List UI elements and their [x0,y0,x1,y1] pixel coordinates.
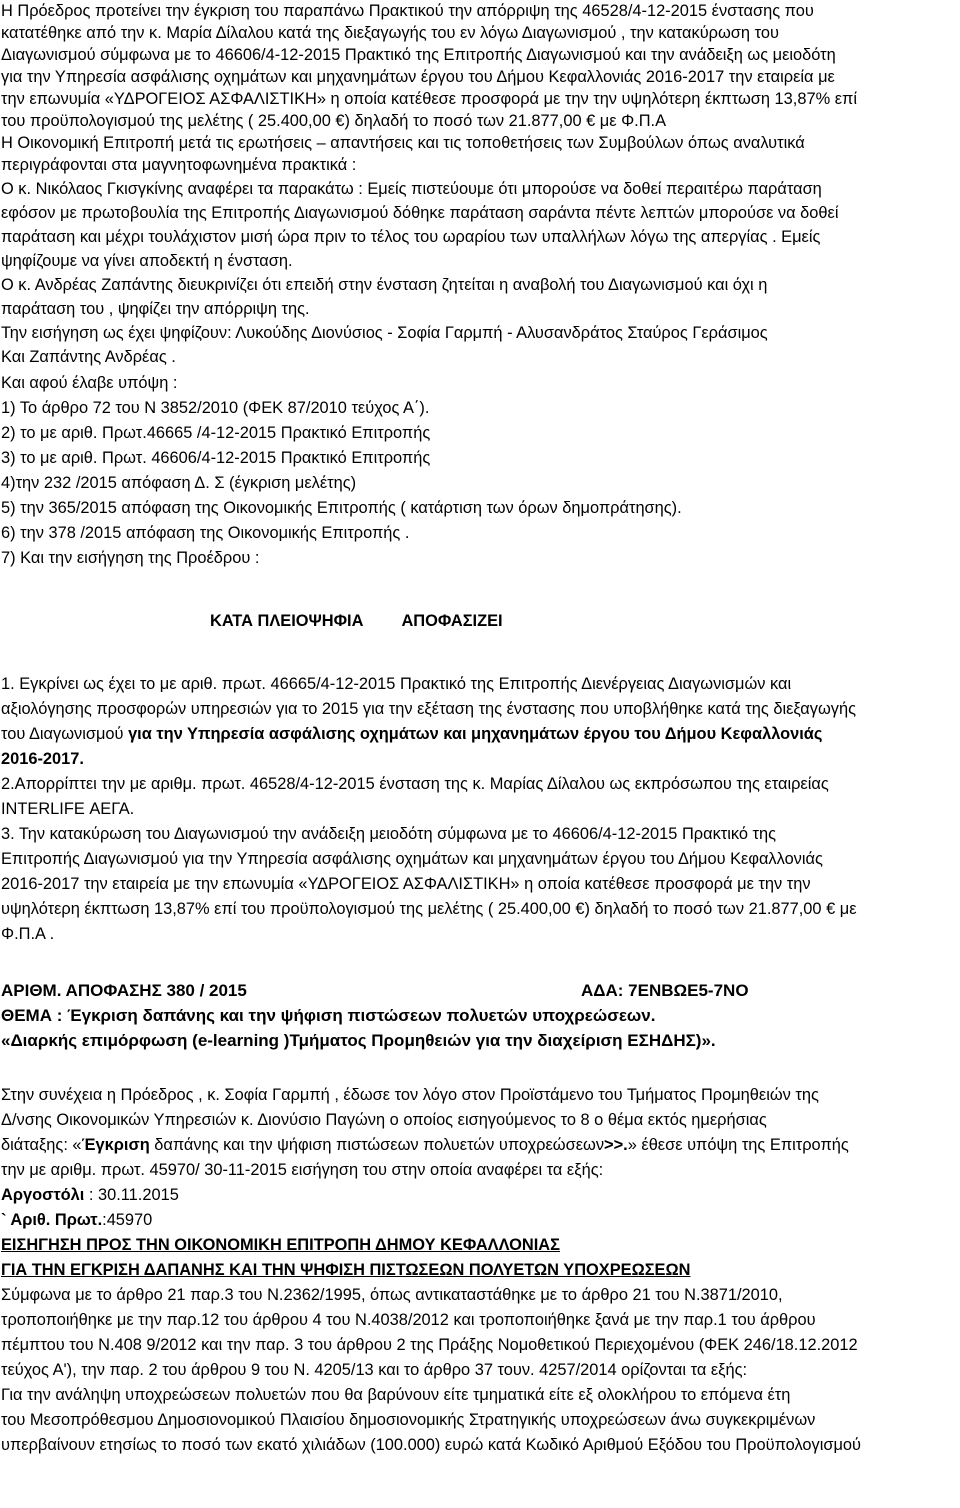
text-line: πέμπτου του Ν.408 9/2012 και την παρ. 3 του άρθρου 2 της Πράξης Νομοθετικού Περιεχομένου (ΦΕΚ 246/18.12.2012 [1,1336,858,1354]
place-date [1,1184,179,1206]
decision-line: αξιολόγησης προσφορών υπηρεσιών για το 2015 για την εξέταση της ένστασης που υποβλήθηκε κατά της διεξαγωγής [1,700,856,718]
text-line: την επωνυμία «ΥΔΡΟΓΕΙΟΣ ΑΣΦΑΛΙΣΤΙΚΗ» η οποία κατέθεσε προσφορά με την την υψηλότερη έκπτωση 13,87% επί [1,90,857,108]
list-item: 5) την 365/2015 απόφαση της Οικονομικής Επιτροπής ( κατάρτιση των όρων δημοπράτησης). [1,499,682,517]
decision-line: Επιτροπής Διαγωνισμού για την Υπηρεσία ασφάλισης οχημάτων και μηχανημάτων έργου του Δήμου Κεφαλλονιάς [1,850,823,868]
decision-line: 1. Εγκρίνει ως έχει το με αριθ. πρωτ. 46665/4-12-2015 Πρακτικό της Επιτροπής Διενέργειας Διαγωνισμών και [1,675,792,693]
text-line: Για την ανάληψη υποχρεώσεων πολυετών που θα βαρύνουν είτε τμηματικά είτε εξ ολοκλήρου το επόμενα έτη [1,1386,791,1404]
text-segment: δαπάνης και την ψήφιση πιστώσεων πολυετών υποχρεώσεων [149,1136,605,1154]
proposal-heading: ΕΙΣΗΓΗΣΗ ΠΡΟΣ ΤΗΝ ΟΙΚΟΝΟΜΙΚΗ ΕΠΙΤΡΟΠΗ ΔΗΜΟΥ ΚΕΦΑΛΛΟΝΙΑΣ [1,1236,560,1254]
text-line: Και αφού έλαβε υπόψη : [1,374,178,392]
text-line: τεύχος Α'), την παρ. 2 του άρθρου 9 του Ν. 4205/13 και το άρθρο 37 τουν. 4257/2014 ορίζονται τα εξής: [1,1361,748,1379]
list-item: 4)την 232 /2015 απόφαση Δ. Σ (έγκριση μελέτης) [1,474,357,492]
decision-line: 2.Απορρίπτει την με αριθμ. πρωτ. 46528/4-12-2015 ένσταση της κ. Μαρίας Δίλαλου ως εκπρόσωπου της εταιρείας [1,775,829,793]
decision-text: του Διαγωνισμού [1,725,129,743]
text-segment: διάταξης: « [1,1136,82,1154]
proposal-subheading: ΓΙΑ ΤΗΝ ΕΓΚΡΙΣΗ ΔΑΠΑΝΗΣ ΚΑΙ ΤΗΝ ΨΗΦΙΣΗ ΠΙΣΤΩΣΕΩΝ ΠΟΛΥΕΤΩΝ ΥΠΟΧΡΕΩΣΕΩΝ [1,1261,691,1279]
decision-line: 3. Την κατακύρωση του Διαγωνισμού την ανάδειξη μειοδότη σύμφωνα με το 46606/4-12-2015 Πρακτικό της [1,825,777,843]
text-line: την με αριθμ. πρωτ. 45970/ 30-11-2015 εισήγηση του στην οποία αναφέρει τα εξής: [1,1161,604,1179]
bold-segment: >>. [604,1136,628,1154]
text-line: του Μεσοπρόθεσμου Δημοσιονομικού Πλαισίου δημοσιονομικής Στρατηγικής υποχρεώσεων άνω συγκεκριμένων [1,1411,816,1429]
text-line: Την εισήγηση ως έχει ψηφίζουν: Λυκούδης Διονύσιος - Σοφία Γαρμπή - Αλυσανδράτος Σταύρος Γεράσιμος [1,324,768,342]
decision-number [1,980,749,1002]
text-line: τροποποιήθηκε με την παρ.12 του άρθρου 4 του Ν.4038/2012 και τροποποιήθηκε ξανά με την παρ.1 του άρθρου [1,1311,816,1329]
protocol-value: :45970 [102,1211,153,1229]
place-label: Αργοστόλι [1,1186,85,1204]
ada-code: ΑΔΑ: 7ΕΝΒΩΕ5-7ΝΟ [581,981,749,1000]
decision-line: Φ.Π.Α . [1,925,55,943]
text-segment: » έθεσε υπόψη της Επιτροπής [627,1136,849,1154]
text-line: Δ/νσης Οικονομικών Υπηρεσιών κ. Διονύσιο Παγώνη ο οποίος εισηγούμενος το 8 ο θέμα εκτός ημερήσιας [1,1111,767,1129]
decision-line: 2016-2017. [1,750,84,768]
text-line: Σύμφωνα με το άρθρο 21 παρ.3 του Ν.2362/1995, όπως αντικαταστάθηκε με το άρθρο 21 του Ν.3871/2010, [1,1286,783,1304]
list-item: 1) Το άρθρο 72 του Ν 3852/2010 (ΦΕΚ 87/2010 τεύχος Α΄). [1,399,430,417]
text-line: Και Ζαπάντης Ανδρέας . [1,348,176,366]
text-line: παράταση και μέχρι τουλάχιστον μισή ώρα πριν το τέλος του ωραρίου των υπαλλήλων λόγω της απεργίας . Εμείς [1,228,821,246]
text-line [1,1134,849,1156]
text-line: Ο κ. Νικόλαος Γκισγκίνης αναφέρει τα παρακάτω : Εμείς πιστεύουμε ότι μπορούσε να δοθεί περαιτέρω παράταση [1,180,822,198]
text-line: υπερβαίνουν ετησίως το ποσό των εκατό χιλιάδων (100.000) ευρώ κατά Κωδικό Αριθμού Εξόδου του Προϋπολογισμού [1,1436,861,1454]
list-item: 6) την 378 /2015 απόφαση της Οικονομικής Επιτροπής . [1,524,410,542]
text-line: εφόσον με πρωτοβουλία της Επιτροπής Διαγωνισμού δόθηκε παράταση σαράντα πέντε λεπτών μπορούσε να δοθεί [1,204,839,222]
decision-line: INTERLIFE ΑΕΓΑ. [1,800,135,818]
resolution-heading [210,610,503,632]
theme-subtitle: «Διαρκής επιμόρφωση (e-learning )Τμήματος Προμηθειών για την διαχείριση ΕΣΗΔΗΣ)». [1,1031,716,1050]
text-line: κατατέθηκε από την κ. Μαρία Δίλαλου κατά της διεξαγωγής του εν λόγω Διαγωνισμού , την κατακύρωση του [1,24,779,42]
text-line: του προϋπολογισμού της μελέτης ( 25.400,00 €) δηλαδή το ποσό των 21.877,00 € με Φ.Π.Α [1,112,667,130]
text-line: Στην συνέχεια η Πρόεδρος , κ. Σοφία Γαρμπή , έδωσε τον λόγο στον Προϊστάμενο του Τμήματος Προμηθειών της [1,1086,819,1104]
decision-line: 2016-2017 την εταιρεία με την επωνυμία «ΥΔΡΟΓΕΙΟΣ ΑΣΦΑΛΙΣΤΙΚΗ» η οποία κατέθεσε προσφορά με την την [1,875,811,893]
text-line: Ο κ. Ανδρέας Ζαπάντης διευκρινίζει ότι επειδή στην ένσταση ζητείται η αναβολή του Διαγωνισμού και όχι η [1,276,768,294]
text-line: Η Πρόεδρος προτείνει την έγκριση του παραπάνω Πρακτικού την απόρριψη της 46528/4-12-2015 ένστασης που [1,2,814,20]
date-value: : 30.11.2015 [84,1186,179,1204]
bold-segment: Έγκριση [81,1136,150,1154]
decision-line [1,723,822,745]
resolution-majority: ΚΑΤΑ ΠΛΕΙΟΨΗΦΙΑ [210,612,364,630]
text-line: ψηφίζουμε να γίνει αποδεκτή η ένσταση. [1,252,293,270]
decision-bold-text: για την Υπηρεσία ασφάλισης οχημάτων και μηχανημάτων έργου του Δήμου Κεφαλλονιάς [128,725,823,743]
text-line: Διαγωνισμού σύμφωνα με το 46606/4-12-2015 Πρακτικό της Επιτροπής Διαγωνισμού και την ανάδειξη ως μειοδότη [1,46,836,64]
text-line: Η Οικονομική Επιτροπή μετά τις ερωτήσεις – απαντήσεις και τις τοποθετήσεις των Συμβούλων όπως αναλυτικά [1,134,805,152]
text-line: παράταση του , ψηφίζει την απόρριψη της. [1,300,310,318]
decision-number-text: ΑΡΙΘΜ. ΑΠΟΦΑΣΗΣ 380 / 2015 [1,981,247,1000]
decision-line: υψηλότερη έκπτωση 13,87% επί του προϋπολογισμού της μελέτης ( 25.400,00 €) δηλαδή το ποσό των 21.877,00 € με [1,900,857,918]
text-line: περιγράφονται στα μαγνητοφωνημένα πρακτικά : [1,156,357,174]
list-item: 2) το με αριθ. Πρωτ.46665 /4-12-2015 Πρακτικό Επιτροπής [1,424,431,442]
text-line: για την Υπηρεσία ασφάλισης οχημάτων και μηχανημάτων έργου του Δήμου Κεφαλλονιάς 2016-2017 την εταιρεία με [1,68,835,86]
list-item: 7) Και την εισήγηση της Προέδρου : [1,549,260,567]
protocol-label: ` Αριθ. Πρωτ. [1,1211,103,1229]
resolution-decides: ΑΠΟΦΑΣΙΖΕΙ [401,612,503,630]
theme-title: ΘΕΜΑ : Έγκριση δαπάνης και την ψήφιση πιστώσεων πολυετών υποχρεώσεων. [1,1006,656,1025]
protocol-number [1,1209,152,1231]
list-item: 3) το με αριθ. Πρωτ. 46606/4-12-2015 Πρακτικό Επιτροπής [1,449,431,467]
